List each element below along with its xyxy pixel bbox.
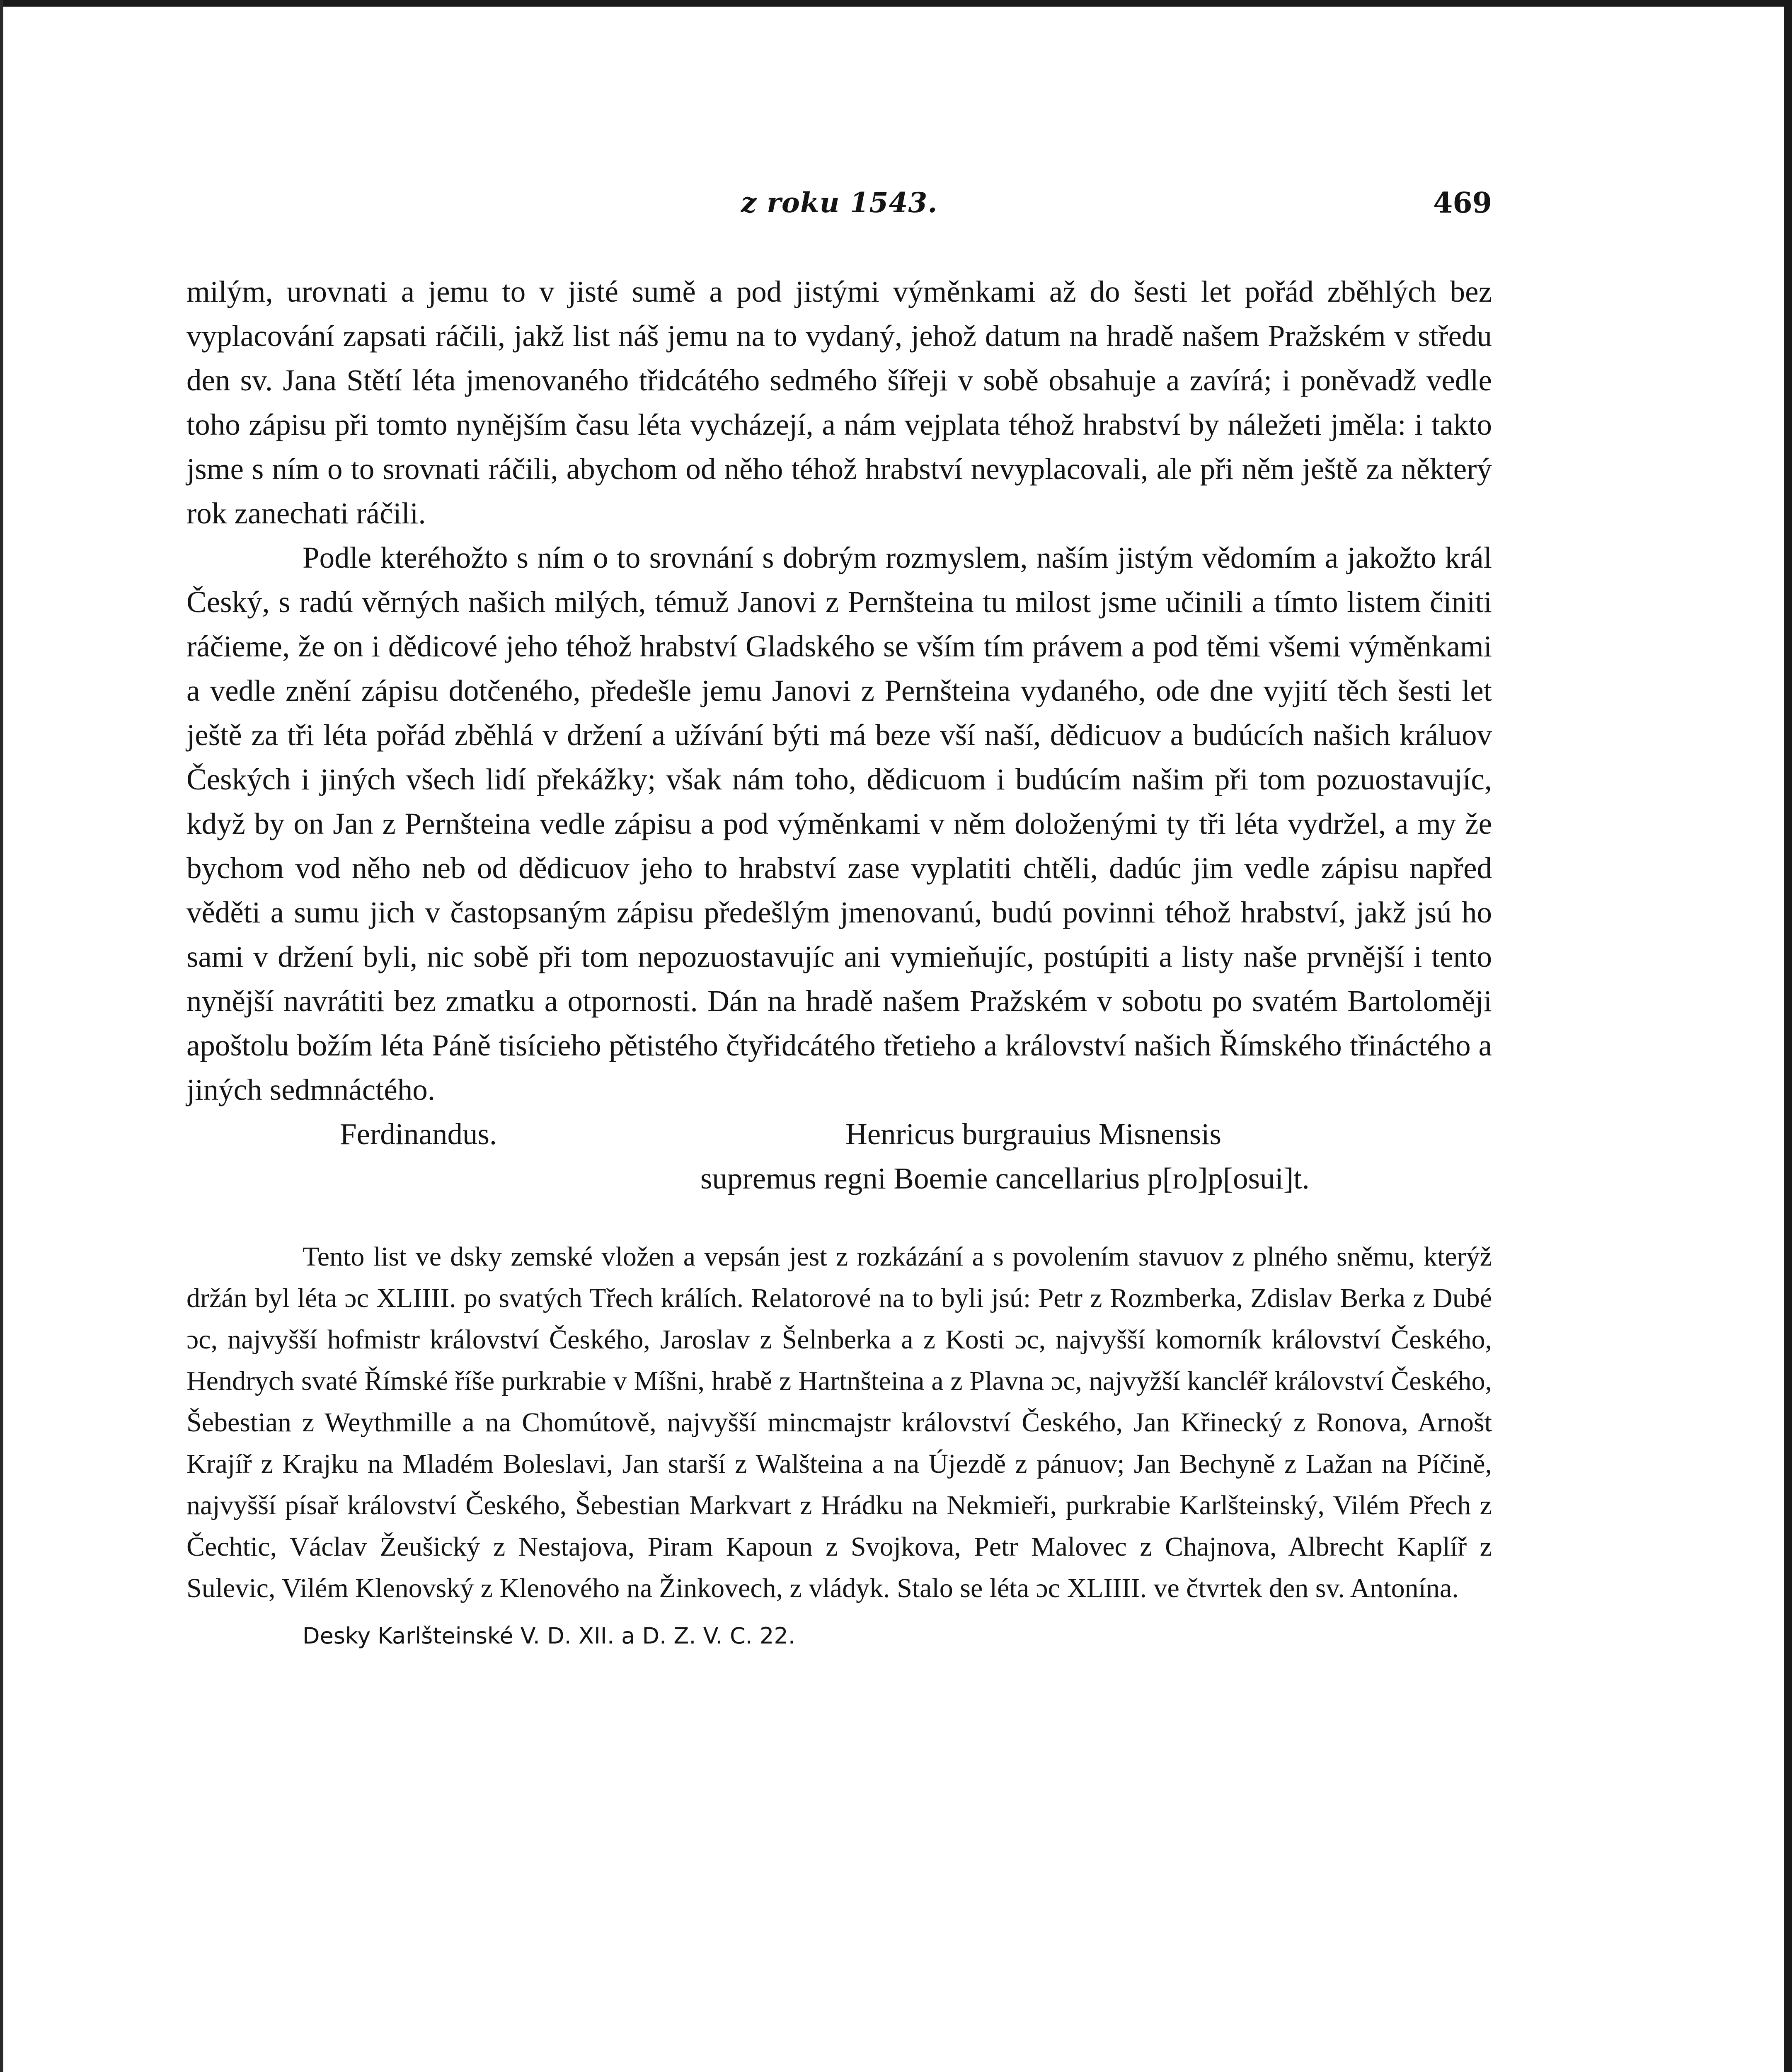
signature-king: Ferdinandus.: [340, 1117, 497, 1151]
source-reference: Desky Karlšteinské V. D. XII. a D. Z. V. C. 22.: [303, 1623, 795, 1649]
signature-chancellor-line-1: Henricus burgrauius Misnensis: [845, 1117, 1222, 1151]
signature-block: [186, 1112, 1492, 1211]
paragraph-main: Podle kteréhožto s ním o to srovnání s dobrým rozmyslem, naším jistým vědomím a jakožto král Český, s radú věrných našich milých, témuž Janovi z Pernšteina tu milost jsme učinili a tímto listem činiti ráčieme, že on i dědicové jeho téhož hrabství Gladského se vším tím právem a pod těmi všemi výměnkami a vedle znění zápisu dotčeného, předešle jemu Janovi z Pernšteina vydaného, ode dne vyjití těch šesti let ještě za tři léta pořád zběhlá v držení a užívání býti má beze vší naší, dědicuov a budúcích našich králuov Českých i jiných všech lidí překážky; však nám toho, dědicuom i budúcím našim při tom pozuostavujíc, když by on Jan z Pernšteina vedle zápisu a pod výměnkami v něm doloženými ty tři léta vydržel, a my že bychom vod něho neb od dědicuov jeho to hrabství zase vyplatiti chtěli, dadúc jim vedle zápisu napřed věděti a sumu jich v častopsaným zápisu předešlým jmenovanú, budú povinni téhož hrabství, jakž jsú ho sami v držení byli, nic sobě při tom nepozuostavujíc ani vymieňujíc, postúpiti a listy naše prvnější i tento nynější navrátiti bez zmatku a otpornosti. Dán na hradě našem Pražském v sobotu po svatém Bartoloměji apoštolu božím léta Páně tisícieho pětistého čtyřidcátého třetieho a království našich Římského třináctého a jiných sedmnáctého.: [186, 541, 1492, 1106]
page-header: [186, 174, 1492, 224]
scan-border-top: [0, 0, 1792, 7]
main-text: [186, 269, 1492, 1112]
running-head: z roku 1543.: [741, 186, 938, 219]
registration-note: [186, 1236, 1492, 1609]
paragraph-continuation: milým, urovnati a jemu to v jisté sumě a pod jistými výměnkami až do šesti let pořád zběhlých bez vyplacování zapsati ráčili, jakž list náš jemu na to vydaný, jehož datum na hradě našem Pražském v středu den sv. Jana Stětí léta jmenovaného třidcátého sedmého šířeji v sobě obsahuje a zavírá; i poněvadž vedle toho zápisu při tomto nynějším času léta vycházejí, a nám vejplata téhož hrabství by náležeti jměla: i takto jsme s ním o to srovnati ráčili, abychom od něho téhož hrabství nevyplacovali, ale při něm ještě za některý rok zanechati ráčili.: [186, 275, 1492, 530]
registration-paragraph: Tento list ve dsky zemské vložen a vepsán jest z rozkázání a s povolením stavuov z plného sněmu, kterýž držán byl léta ɔc XLIIII. po svatých Třech králích. Relatorové na to byli jsú: Petr z Rozmberka, Zdislav Berka z Dubé ɔc, najvyšší hofmistr království Českého, Jaroslav z Šelnberka a z Kosti ɔc, najvyšší komorník království Českého, Hendrych svaté Římské říše purkrabie v Míšni, hrabě z Hartnšteina a z Plavna ɔc, najvyžší kancléř království Českého, Šebestian z Weythmille a na Chomútově, najvyšší mincmajstr království Českého, Jan Křinecký z Ronova, Arnošt Krajíř z Krajku na Mladém Boleslavi, Jan starší z Walšteina a na Újezdě z pánuov; Jan Bechyně z Lažan na Píčině, najvyšší písař království Českého, Šebestian Markvart z Hrádku na Nekmieři, purkrabie Karlšteinský, Vilém Přech z Čechtic, Václav Žeušický z Nestajova, Piram Kapoun z Svojkova, Petr Malovec z Chajnova, Albrecht Kaplíř z Sulevic, Vilém Klenovský z Klenového na Žinkovech, z vládyk. Stalo se léta ɔc XLIIII. ve čtvrtek den sv. Antonína.: [186, 1242, 1492, 1603]
scan-border-left: [0, 0, 3, 2072]
scan-border-right: [1784, 0, 1792, 2072]
page-number: 469: [1433, 186, 1492, 220]
document-page: [186, 174, 1492, 1655]
signature-chancellor-line-2: supremus regni Boemie cancellarius p[ro]p[osui]t.: [700, 1162, 1310, 1195]
